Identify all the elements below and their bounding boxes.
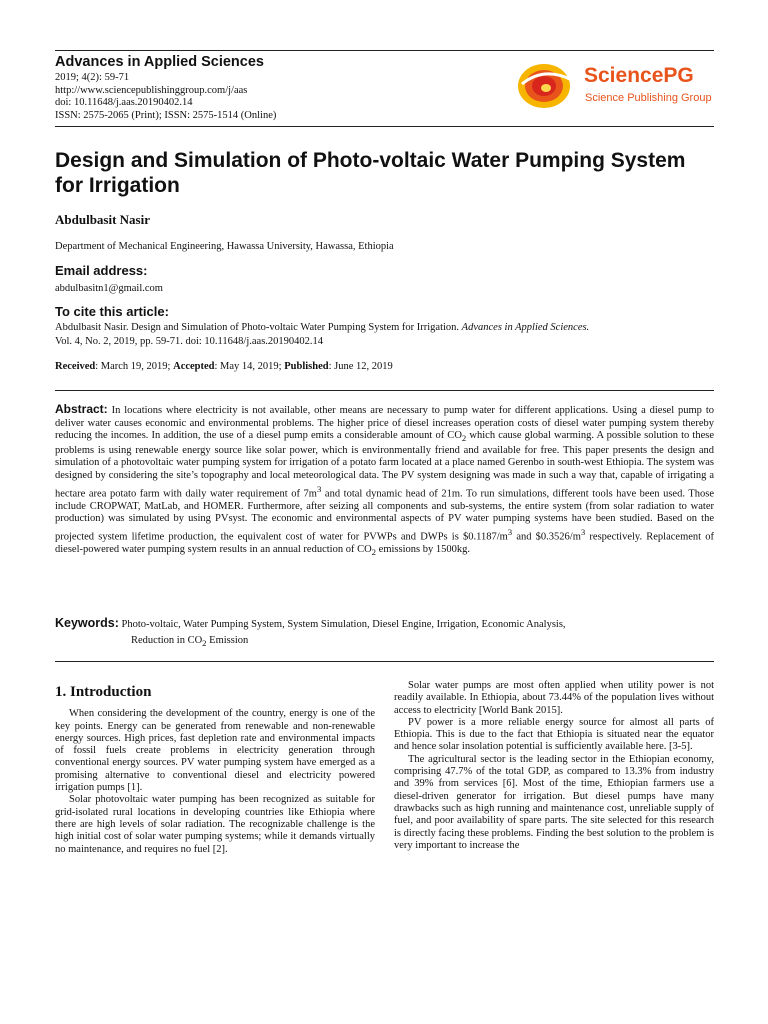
published-label: Published (284, 361, 329, 372)
published-date: : June 12, 2019 (328, 361, 393, 372)
citation-journal: Advances in Applied Sciences. (461, 322, 590, 333)
accepted-date: : May 14, 2019; (214, 361, 285, 372)
keywords-sub: 2 (202, 638, 207, 649)
abstract-top-rule (55, 390, 714, 391)
body-column-right (394, 680, 714, 852)
citation-volume: Vol. 4, No. 2, 2019, pp. 59-71. doi: 10.11648/j.aas.20190402.14 (55, 335, 324, 347)
abstract-text-1: In locations where electricity is not available, other means are necessary to pump water for different applications. Using a diesel pump to deliver water causes economic and environmental problems. The higher price of diesel increases operation costs of diesel water pumping system thereby reducing the incomes. In addition, the use of a diesel pump emits a considerable amount of CO (55, 405, 714, 442)
citation (55, 321, 715, 348)
abstract (55, 403, 714, 559)
received-date: : March 19, 2019; (95, 361, 174, 372)
abstract-sup: 3 (580, 526, 586, 537)
logo-subtitle: Science Publishing Group (585, 92, 712, 104)
keywords-label: Keywords: (55, 616, 119, 630)
email-heading: Email address: (55, 263, 148, 278)
journal-name: Advances in Applied Sciences (55, 54, 264, 70)
journal-issn: ISSN: 2575-2065 (Print); ISSN: 2575-1514 (Online) (55, 109, 277, 121)
abstract-label: Abstract: (55, 402, 108, 416)
author-affiliation: Department of Mechanical Engineering, Hawassa University, Hawassa, Ethiopia (55, 241, 394, 252)
keywords-line-2-end: Emission (206, 635, 249, 646)
abstract-text-6: emissions by 1500kg. (376, 544, 470, 556)
accepted-label: Accepted (173, 361, 215, 372)
body-column-left (55, 686, 375, 856)
keywords-bottom-rule (55, 661, 714, 662)
article-title: Design and Simulation of Photo-voltaic Water Pumping System for Irrigation (55, 149, 686, 197)
author-name: Abdulbasit Nasir (55, 212, 150, 227)
section-heading: 1. Introduction (55, 684, 152, 700)
abstract-text-2: which cause global warming. A possible solution to these problems is using renewable energy source like solar power, which is environmentally friend and available for free. This paper presents the design and simulation of a photovoltaic water pumping system for irrigation of a potato farm located at a place named Gerenbo in south-west Ethiopia. The system was designed by considering the site’s topography and local meteorological data. The PV system designing was made in such a way that, capable of irrigating a hectare area potato farm with daily water requirement of 7m (55, 430, 714, 500)
article-dates (55, 361, 393, 372)
journal-meta (55, 72, 276, 122)
abstract-text-5: respectively. Replacement of diesel-powered water pumping system results in an annual reduction of CO (55, 531, 714, 556)
sciencepg-logo-mark (514, 58, 580, 114)
sciencepg-logo (514, 58, 714, 114)
abstract-sup: 3 (316, 483, 322, 494)
header-rule (55, 126, 714, 127)
abstract-text-3: and total dynamic head of 21m. To run simulations, different tools have been used. Those include CROPWAT, MatLab, and HOMER. Furthermore, after seizing all components and sub-systems, the entire system (from solar radiation to water production) was simulated by using PVsyst. The economic and environmental aspects of PV water pumping systems have been studied. Based on the projected system lifetime production, the equivalent cost of water for PVWPs and DWPs is $0.1187/m (55, 488, 715, 543)
keywords-line-1: Photo-voltaic, Water Pumping System, System Simulation, Diesel Engine, Irrigation, Economic Analysis, (118, 619, 566, 630)
paragraph: Solar photovoltaic water pumping has been recognized as suitable for grid-isolated rural locations in developing countries like Ethiopia where there are high levels of solar radiation. The recognizable challenge is the high initial cost of solar water pumping systems; while it demands virtually no maintenance, and requires no fuel [2]. (55, 794, 375, 855)
journal-issue: 2019; 4(2): 59-71 (55, 72, 130, 83)
paragraph: Solar water pumps are most often applied when utility power is not readily available. In Ethiopia, about 73.44% of the population lives without access to electricity [World Bank 2015]. (394, 680, 714, 716)
author-email[interactable]: abdulbasitn1@gmail.com (55, 283, 163, 294)
keywords (55, 615, 714, 651)
journal-doi: doi: 10.11648/j.aas.20190402.14 (55, 97, 193, 108)
paragraph: The agricultural sector is the leading sector in the Ethiopian economy, comprising 47.7% of the total GDP, as compared to 13.3% from industry and 39% from services [6]. Most of the time, Ethiopian farmers use a diesel-driven generator for irrigation. But diesel pumps have many drawbacks such as high running and maintenance cost, unreliable supply of fuel, and poor availability of spare parts. The site selected for this research is directly facing these problems. Finding the best solution to the problem is very important to increase the (394, 753, 714, 851)
journal-url[interactable]: http://www.sciencepublishinggroup.com/j/aas (55, 84, 248, 96)
logo-wordmark: SciencePG (584, 64, 694, 87)
abstract-sub: 2 (371, 547, 377, 558)
paragraph: When considering the development of the country, energy is one of the key points. Energy can be generated from renewable and non-renewable energy sources. High prices, fast depletion rate and environmental impacts of fossil fuels create problems in electricity generation through conventional energy sources. PV water pumping system have emerged as a promising alternative to conventional diesel and electricity powered irrigation pumps [1]. (55, 708, 375, 794)
abstract-sup: 3 (507, 526, 513, 537)
abstract-text-4: and $0.3526/m (512, 531, 581, 543)
cite-heading: To cite this article: (55, 304, 169, 319)
paragraph: PV power is a more reliable energy source for almost all parts of Ethiopia. This is due to the fact that Ethiopia is situated near the equator and hence solar insolation potential is sufficiently available here. [3-5]. (394, 716, 714, 753)
citation-text: Abdulbasit Nasir. Design and Simulation of Photo-voltaic Water Pumping System for Irrigation. (55, 322, 460, 333)
abstract-sub: 2 (461, 433, 467, 444)
top-rule (55, 50, 714, 51)
keywords-line-2: Reduction in CO (131, 635, 203, 646)
received-label: Received (55, 361, 96, 372)
